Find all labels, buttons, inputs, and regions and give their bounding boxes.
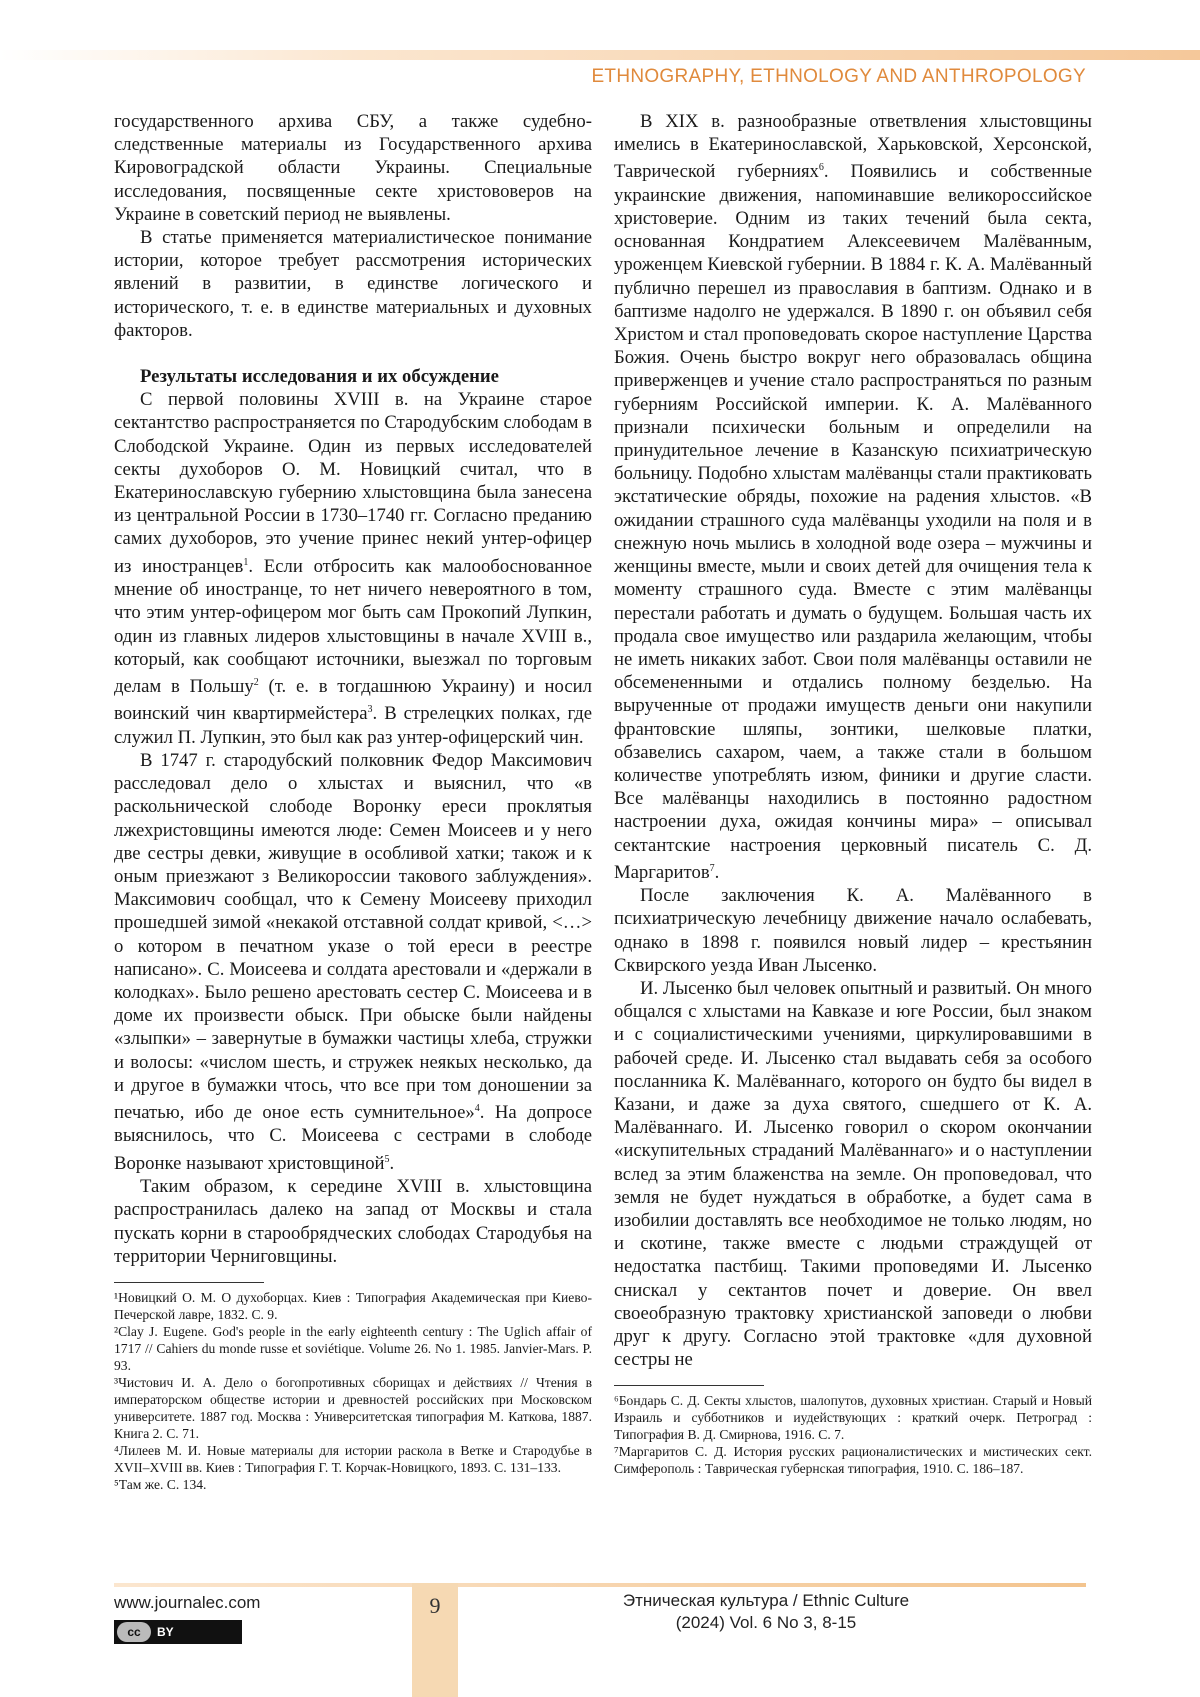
creative-commons-icon: cc	[117, 1622, 151, 1642]
footnote: ²Clay J. Eugene. God's people in the early eighteenth century : The Uglich affair of 1717 // Cahiers du monde russe et soviétique. Volume 26. No 1. 1985. Janvier-Mars. P. 93.	[114, 1323, 592, 1373]
footnote-divider	[614, 1385, 764, 1386]
footnote: ⁴Лилеев М. И. Новые материалы для истории раскола в Ветке и Стародубье в XVII–XVIII вв. Киев : Типография Г. Т. Корчак-Новицкого, 1893. С. 131–133.	[114, 1442, 592, 1475]
footnote-divider	[114, 1282, 264, 1283]
page-number: 9	[429, 1593, 441, 1618]
footnote-ref[interactable]: 5	[384, 1153, 390, 1165]
journal-title: Этническая культура / Ethnic Culture	[622, 1591, 910, 1610]
header-accent-bar	[0, 50, 1200, 60]
journal-volume: (2024) Vol. 6 No 3, 8-15	[675, 1613, 857, 1632]
footnote: ³Чистович И. А. Дело о богопротивных сборищах и действиях // Чтения в императорском обществе истории и древностей российских при Московском университете. 1887 год. Москва : Университетская типография М. Каткова, 1887. Книга 2. С. 71.	[114, 1374, 592, 1441]
paragraph: В XIX в. разнообразные ответвления хлыстовщины имелись в Екатеринославской, Харьковской, Херсонской, Таврической губерниях$^6$. Появились и собственные украинские движения, напоминавшие великороссийское христоверие. Одним из таких течений была секта, основанная Кондратием Алексеевичем Малёванным, уроженцем Киевской губернии. В 1884 г. К. А. Малёванный публично перешел из православия в баптизм. Однако и в баптизме надолго не удержался. В 1890 г. он объявил себя Христом и стал проповедовать скорое наступление Царства Божия. Очень быстро вокруг него образовалась община приверженцев и учение стало распространяться по разным губерниям Российской империи. К. А. Малёванного признали психически больным и определили на принудительное лечение в Казанскую психиатрическую больницу. Подобно хлыстам малёванцы стали практиковать экстатические обряды, похожие на радения хлыстов. «В ожидании страшного суда малёванцы уходили на поля и в снежную ночь мылись в холодной воде озера – мужчины и женщины вместе, мыли и своих детей для очищения тела к моменту страшного суда. Вместе с этим малёванцы перестали работать и думать о будущем. Большая часть их продала свое имущество или раздарила желающим, чтобы не иметь никаких забот. Свои поля малёванцы оставили не обсемененными и отдались полному безделью. На вырученные от продажи имуществ деньги они накупили франтовские шляпы, зонтики, шелковые платки, обзавелись сахаром, чаем, а также стали в большом количестве употреблять изюм, финики и другие сласти. Все малёванцы находились в постоянно радостном настроении духа, ожидая кончины мира» – описывал сектантские настроения церковный писатель С. Д. Маргаритов$^7$.	[614, 111, 1092, 883]
paragraph: После заключения К. А. Малёванного в психиатрическую лечебницу движение начало ослабевать, однако в 1898 г. появился новый лидер – крестьянин Сквирского уезда Иван Лысенко.	[614, 885, 1092, 976]
footnote: ⁷Маргаритов С. Д. История русских рационалистических и мистических сект. Симферополь : Таврическая губернская типография, 1910. С. 186–187.	[614, 1444, 1092, 1477]
footnote: ⁵Там же. С. 134.	[114, 1476, 207, 1492]
footnote-ref[interactable]: 7	[709, 862, 715, 874]
paragraph: государственного архива СБУ, а также судебно-следственные материалы из Государственного архива Кировоградской области Украины. Специальные исследования, посвященные секте христововеров на Украине в советский период не выявлены.	[114, 111, 592, 225]
footnote: ¹Новицкий О. М. О духоборцах. Киев : Типография Академическая при Киево-Печерской лавре, 1832. С. 9.	[114, 1289, 592, 1322]
paragraph: В 1747 г. стародубский полковник Федор Максимович расследовал дело о хлыстах и выяснил, что «в раскольнической слободе Воронку ереси проклятыя лжехристовщины имеются люде: Семен Моисеев и у него две сестры девки, живущие в особливой хатки; також и к оным приезжают з Великороссии такового заблуждения». Максимович сообщал, что к Семену Моисееву приходил прошедшей зимой «некакой отставной солдат кривой, <…> о котором в печатном указе о той ереси в реестре написано». С. Моисеева и солдата арестовали и «держали в колодках». Было решено арестовать сестер С. Моисеева и в доме их произвести обыск. При обыске были найдены «злыпки» – завернутые в бумажки частицы хлеба, стружки и волосы: «числом шесть, и стружек неякых несколько, да и другое в бумажки чтось, что все при том доношении за печатью, ибо де оное есть сумнительное»$^4$. На допросе выяснилось, что С. Моисеева с сестрами в слободе Воронке называют христовщиной$^5$.	[114, 749, 592, 1174]
journal-website-link[interactable]: www.journalec.com	[114, 1593, 261, 1612]
section-heading: Результаты исследования и их обсуждение	[140, 366, 499, 388]
right-column	[614, 110, 1092, 1477]
attribution-icon: BY	[157, 1625, 174, 1639]
footnote-ref[interactable]: 2	[253, 676, 259, 688]
paragraph: И. Лысенко был человек опытный и развитый. Он много общался с хлыстами на Кавказе и юге России, был знаком и с социалистическими учениями, циркулировавшими в рабочей среде. И. Лысенко стал выдавать себя за особого посланника К. Малёваннаго, которого он будто бы видел в Казани, и даже за духа святого, сшедшего от К. А. Малёваннаго. И. Лысенко говорил о скором окончании «искупительных страданий Малёваннаго» и о наступлении вслед за этим блаженства на земле. Он проповедовал, что земля не будет нуждаться в обработке, а будет сама в изобилии доставлять все необходимое не только людям, но и скотине, также вместе с людьми страждущей от недостатка пастбищ. Такими проповедями И. Лысенко снискал у сектантов почет и доверие. Он ввел своеобразную трактовку христианской заповеди о любви друг к другу. Согласно этой трактовке «для духовной сестры не	[614, 977, 1092, 1371]
left-column	[114, 110, 592, 1493]
paragraph: С первой половины XVIII в. на Украине старое сектантство распространяется по Стародубским слободам в Слободской Украине. Один из первых исследователей секты духоборов О. М. Новицкий считал, что в Екатеринославскую губернию хлыстовщина была занесена из центральной России в 1730–1740 гг. Согласно преданию самих духоборов, это учение принес некий унтер-офицер из иностранцев$^1$. Если отбросить как малообоснованное мнение об иностранце, то нет ничего невероятного в том, что этим унтер-офицером мог быть сам Прокопий Лупкин, один из главных лидеров хлыстовщины в начале XVIII в., который, как сообщают источники, выезжал по торговым делам в Польшу$^2$ (т. е. в тогдашнюю Украину) и носил воинский чин квартирмейстера$^3$. В стрелецких полках, где служил П. Лупкин, это был как раз унтер-офицерский чин.	[114, 389, 593, 748]
footnote-ref[interactable]: 3	[367, 704, 373, 716]
paragraph: Таким образом, к середине XVIII в. хлыстовщина распространилась далеко на запад от Москвы и стала пускать корни в старообрядческих слободах Стародубья на территории Черниговщины.	[114, 1176, 592, 1267]
journal-section-title: ETHNOGRAPHY, ETHNOLOGY AND ANTHROPOLOGY	[591, 66, 1086, 87]
footer-accent-line	[114, 1583, 1086, 1587]
footnote-ref[interactable]: 1	[243, 556, 249, 568]
footnote-ref[interactable]: 6	[818, 162, 824, 174]
paragraph: В статье применяется материалистическое понимание истории, которое требует рассмотрения исторических явлений в развитии, в единстве логического и исторического, т. е. в единстве материальных и духовных факторов.	[114, 227, 592, 341]
footnote-ref[interactable]: 4	[474, 1103, 480, 1115]
footnote: ⁶Бондарь С. Д. Секты хлыстов, шалопутов, духовных христиан. Старый и Новый Израиль и субботников и иудействующих : краткий очерк. Петроград : Типография В. Д. Смирнова, 1916. С. 7.	[614, 1393, 1092, 1443]
journal-citation	[616, 1590, 916, 1634]
cc-by-license-badge[interactable]	[114, 1620, 242, 1644]
